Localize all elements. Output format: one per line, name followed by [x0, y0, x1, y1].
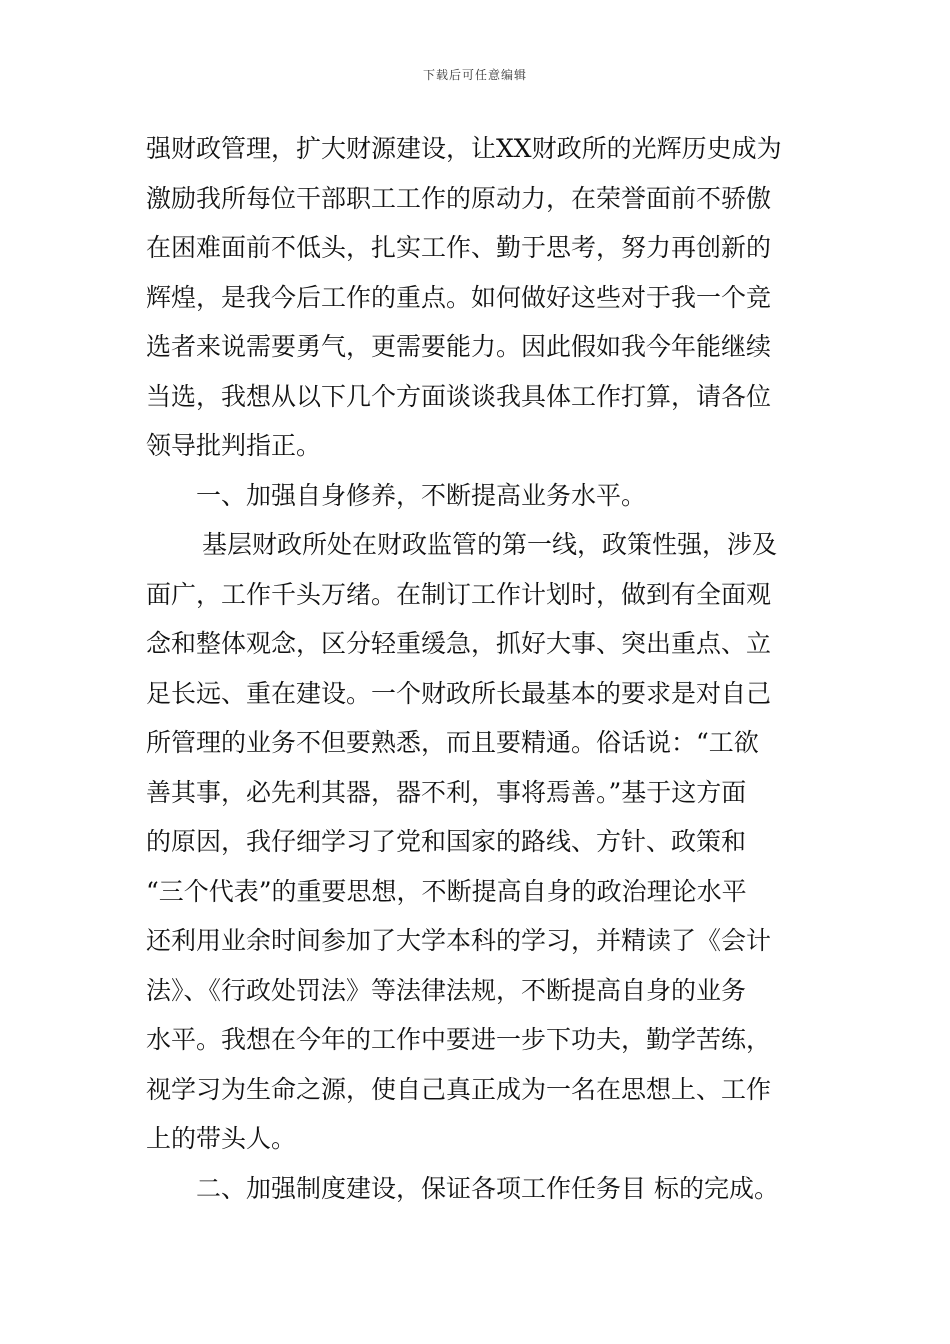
text-line: 足长远、重在建设。一个财政所长最基本的要求是对自己: [146, 678, 772, 708]
text-line: 强财政管理，扩大财源建设，让XX财政所的光辉历史成为: [146, 134, 782, 163]
text-line: 领导批判指正。: [146, 431, 322, 460]
text-line: 面广，工作千头万绪。在制订工作计划时，做到有全面观: [146, 579, 772, 609]
text-line: 上的带头人。: [146, 1124, 297, 1153]
document-body: [146, 124, 806, 1213]
text-line: 视学习为生命之源，使自己真正成为一名在思想上、工作: [146, 1074, 772, 1104]
page-header: 下载后可任意编辑: [422, 68, 527, 82]
text-line: 还利用业余时间参加了大学本科的学习，并精读了《会计: [146, 926, 772, 955]
text-line: 善其事，必先利其器，器不利，事将焉善。”基于这方面: [146, 777, 747, 807]
text-line: 基层财政所处在财政监管的第一线，政策性强，涉及: [202, 530, 778, 559]
text-line: 水平。我想在今年的工作中要进一步下功夫，勤学苦练，: [146, 1025, 772, 1054]
text-line: 选者来说需要勇气，更需要能力。因此假如我今年能继续: [146, 332, 772, 361]
text-line: 的原因，我仔细学习了党和国家的路线、方针、政策和: [146, 827, 747, 856]
text-line: 法》、《行政处罚法》等法律法规，不断提高自身的业务: [146, 975, 747, 1005]
text-line: “三个代表”的重要思想，不断提高自身的政治理论水平: [146, 876, 747, 906]
text-line: 激励我所每位干部职工工作的原动力，在荣誉面前不骄傲: [146, 183, 772, 213]
text-line: 辉煌，是我今后工作的重点。如何做好这些对于我一个竞: [146, 282, 772, 312]
text-line: 念和整体观念，区分轻重缓急，抓好大事、突出重点、立: [146, 629, 772, 658]
text-line: 所管理的业务不但要熟悉，而且要精通。俗话说：“工欲: [146, 728, 759, 757]
section-heading: 二、加强制度建设，保证各项工作任务目 标的完成。: [196, 1173, 779, 1203]
text-line: 当选，我想从以下几个方面谈谈我具体工作打算，请各位: [146, 381, 772, 411]
section-heading: 一、加强自身修养，不断提高业务水平。: [196, 480, 647, 510]
text-line: 在困难面前不低头，扎实工作、勤于思考，努力再创新的: [146, 233, 772, 262]
